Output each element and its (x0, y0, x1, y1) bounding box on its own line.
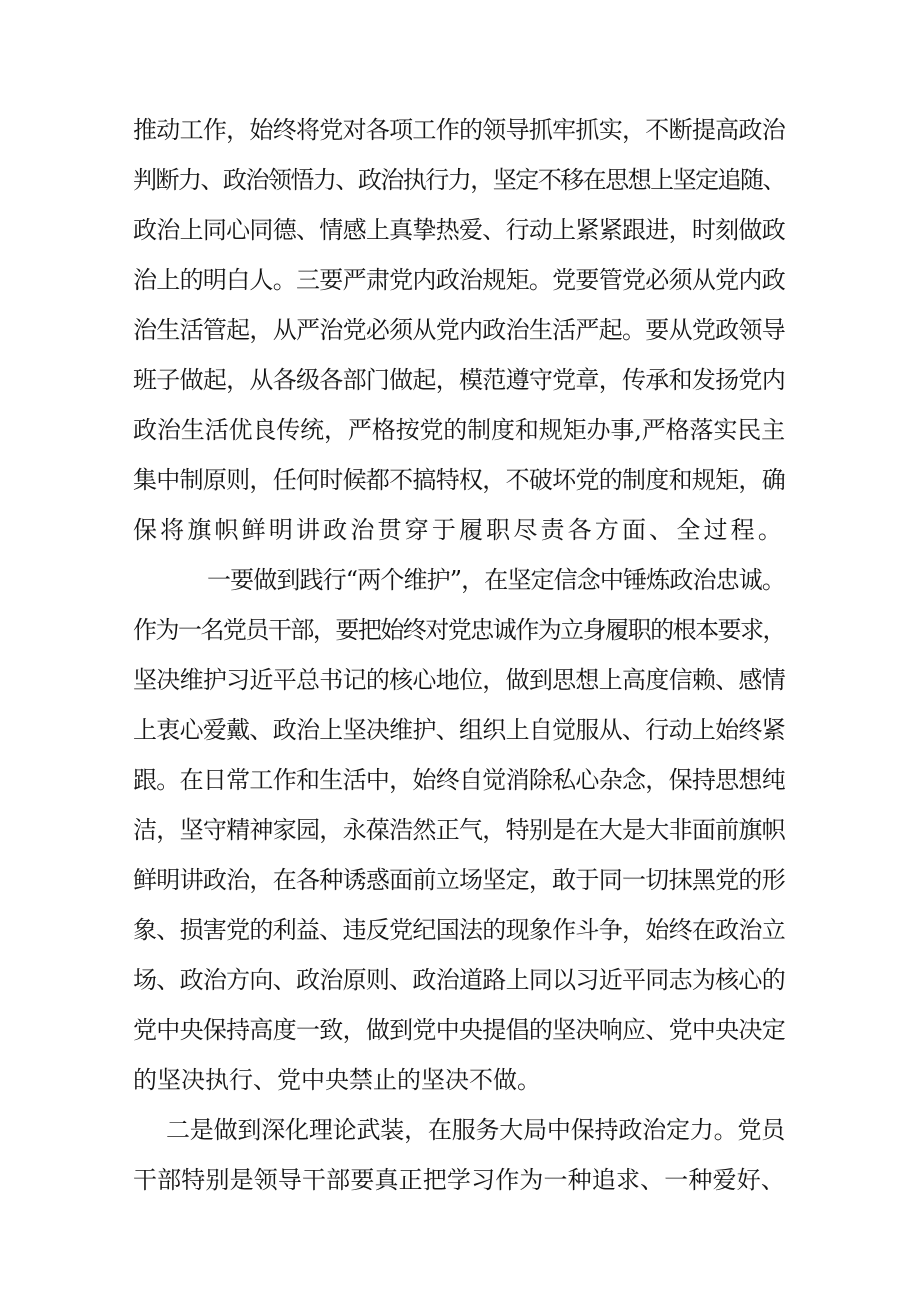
text-line (0, 755, 920, 805)
text-line (0, 905, 920, 955)
line-text: 干部特别是领导干部要真正把学习作为一种追求、一种爱好、 (133, 1166, 785, 1194)
text-line (0, 405, 920, 455)
line-text: 政治生活优良传统，严格按党的制度和规矩办事,严格落实民主 (133, 416, 785, 444)
line-text: 治生活管起，从严治党必须从党内政治生活严起。要从党政领导 (133, 316, 785, 344)
text-line (0, 205, 920, 255)
paragraph-first-line: 一要做到践行“两个维护”，在坚定信念中锤炼政治忠诚。 (207, 566, 785, 594)
text-line (0, 955, 920, 1005)
text-line (0, 455, 920, 505)
text-line (0, 1005, 920, 1055)
text-line (0, 855, 920, 905)
text-line (0, 355, 920, 405)
line-text: 跟。在日常工作和生活中，始终自觉消除私心杂念，保持思想纯 (133, 766, 785, 794)
text-line (0, 155, 920, 205)
text-line (0, 255, 920, 305)
line-text: 洁，坚守精神家园，永葆浩然正气，特别是在大是大非面前旗帜 (133, 816, 785, 844)
text-line (0, 1155, 920, 1205)
line-text: 党中央保持高度一致，做到党中央提倡的坚决响应、党中央决定 (133, 1016, 785, 1044)
text-line (0, 105, 920, 155)
text-line (0, 305, 920, 355)
text-line (0, 705, 920, 755)
line-text: 政治上同心同德、情感上真挚热爱、行动上紧紧跟进，时刻做政 (133, 216, 785, 244)
line-text: 鲜明讲政治，在各种诱惑面前立场坚定，敢于同一切抹黑党的形 (133, 866, 785, 894)
line-text: 作为一名党员干部，要把始终对党忠诚作为立身履职的根本要求， (133, 616, 785, 644)
text-line (0, 655, 920, 705)
line-text: 班子做起，从各级各部门做起，模范遵守党章，传承和发扬党内 (133, 366, 785, 394)
line-text: 上衷心爱戴、政治上坚决维护、组织上自觉服从、行动上始终紧 (133, 716, 785, 744)
text-line (0, 605, 920, 655)
text-line (0, 555, 920, 605)
line-text: 场、政治方向、政治原则、政治道路上同以习近平同志为核心的 (133, 966, 785, 994)
line-text: 象、损害党的利益、违反党纪国法的现象作斗争，始终在政治立 (133, 916, 785, 944)
text-line (0, 505, 920, 555)
text-line (0, 1055, 920, 1105)
line-text: 治上的明白人。三要严肃党内政治规矩。党要管党必须从党内政 (133, 266, 785, 294)
text-line (0, 1105, 920, 1155)
line-text: 坚决维护习近平总书记的核心地位，做到思想上高度信赖、感情 (133, 666, 785, 694)
line-text: 保将旗帜鲜明讲政治贯穿于履职尽责各方面、全过程。 (133, 516, 785, 544)
line-text: 的坚决执行、党中央禁止的坚决不做。 (133, 1066, 541, 1094)
line-text: 判断力、政治领悟力、政治执行力，坚定不移在思想上坚定追随、 (133, 166, 785, 194)
line-text: 推动工作，始终将党对各项工作的领导抓牢抓实，不断提高政治 (133, 116, 785, 144)
paragraph-first-line: 二是做到深化理论武装，在服务大局中保持政治定力。党员 (166, 1116, 785, 1144)
line-text: 集中制原则，任何时候都不搞特权，不破坏党的制度和规矩，确 (133, 466, 785, 494)
text-line (0, 805, 920, 855)
